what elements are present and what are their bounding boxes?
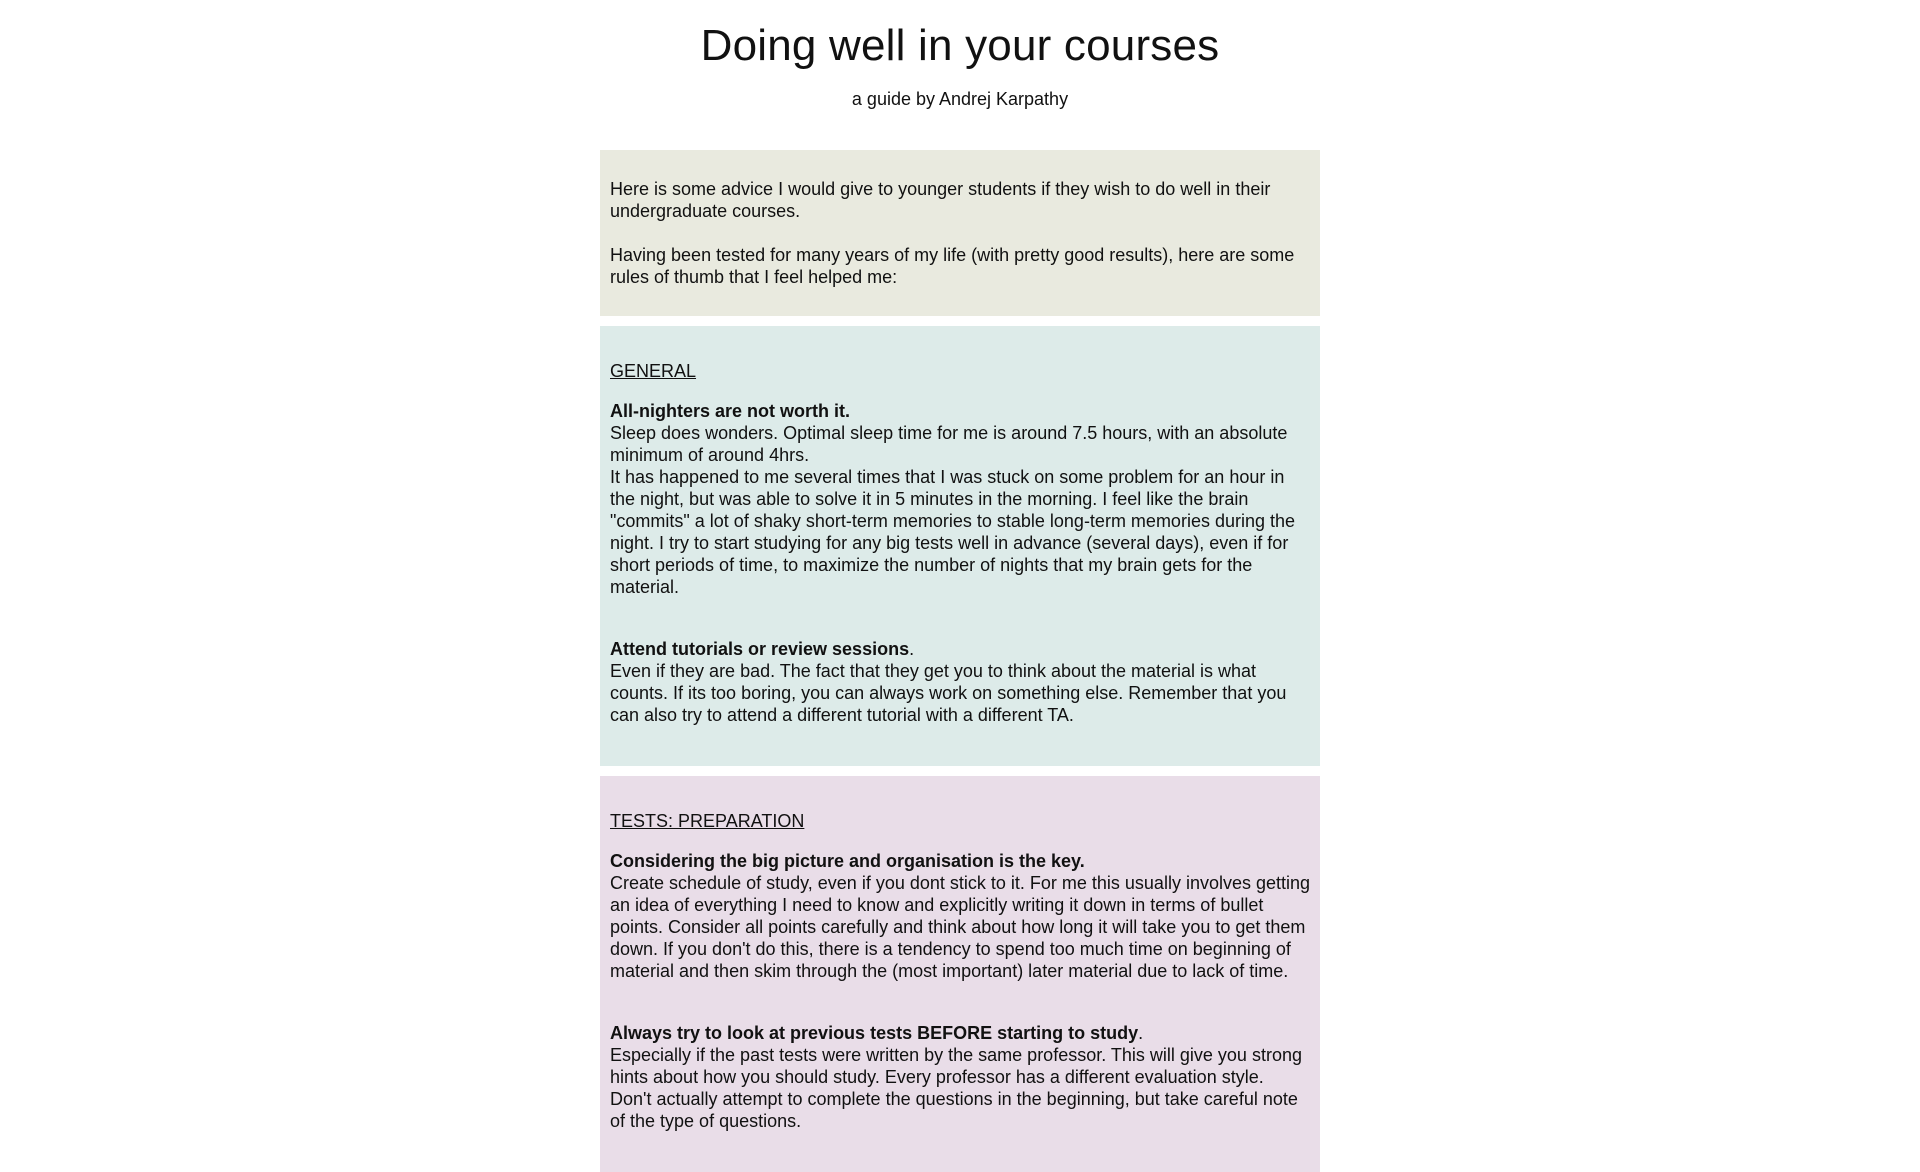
intro-section: [600, 150, 1320, 316]
tests-preparation-section: [600, 776, 1320, 1172]
advice-text: It has happened to me several times that I was stuck on some problem for an hour in the night, but was able to solve it in 5 minutes in the morning. I feel like the brain "commits" a lot of shaky short-term memories to stable long-term memories during the night. I try to start studying for any big tests well in advance (several days), even if for short periods of time, to maximize the number of nights that my brain gets for the material.: [610, 467, 1296, 597]
advice-text: Especially if the past tests were written by the same professor. This will give you strong hints about how you should study. Every professor has a different evaluation style. Don't actually attempt to complete the questions in the beginning, but take careful note of the type of questions.: [610, 1045, 1302, 1131]
intro-paragraph: Having been tested for many years of my life (with pretty good results), here are some rules of thumb that I feel helped me:: [610, 245, 1295, 287]
page-subtitle: a guide by Andrej Karpathy: [851, 89, 1069, 109]
advice-item: [610, 850, 1310, 982]
advice-title: Always try to look at previous tests BEFORE starting to study: [610, 1023, 1139, 1043]
advice-title-suffix: .: [909, 639, 915, 659]
page-title: Doing well in your courses: [700, 21, 1220, 70]
advice-title-line: [610, 638, 1310, 660]
general-section: [600, 326, 1320, 766]
advice-title: Considering the big picture and organisation is the key.: [610, 851, 1085, 871]
advice-item: [610, 400, 1310, 598]
advice-title-line: [610, 1022, 1310, 1044]
advice-title: All-nighters are not worth it.: [610, 401, 851, 421]
advice-item: [610, 638, 1310, 726]
page-header: [0, 0, 1920, 110]
intro-paragraph: Here is some advice I would give to younger students if they wish to do well in their undergraduate courses.: [610, 179, 1271, 221]
advice-item: [610, 1022, 1310, 1132]
advice-title-line: [610, 850, 1310, 872]
advice-text: Sleep does wonders. Optimal sleep time for me is around 7.5 hours, with an absolute minimum of around 4hrs.: [610, 423, 1288, 465]
advice-title-suffix: .: [1138, 1023, 1144, 1043]
section-heading: TESTS: PREPARATION: [610, 811, 805, 831]
section-heading: GENERAL: [610, 361, 697, 381]
advice-title-line: [610, 400, 1310, 422]
content-container: [600, 150, 1320, 1172]
advice-title: Attend tutorials or review sessions: [610, 639, 910, 659]
advice-text: Create schedule of study, even if you dont stick to it. For me this usually involves getting an idea of everything I need to know and explicitly writing it down in terms of bullet points. Consider all points carefully and think about how long it will take you to get them down. If you don't do this, there is a tendency to spend too much time on beginning of material and then skim through the (most important) later material due to lack of time.: [610, 873, 1311, 981]
advice-text: Even if they are bad. The fact that they get you to think about the material is what counts. If its too boring, you can always work on something else. Remember that you can also try to attend a different tutorial with a different TA.: [610, 661, 1287, 725]
